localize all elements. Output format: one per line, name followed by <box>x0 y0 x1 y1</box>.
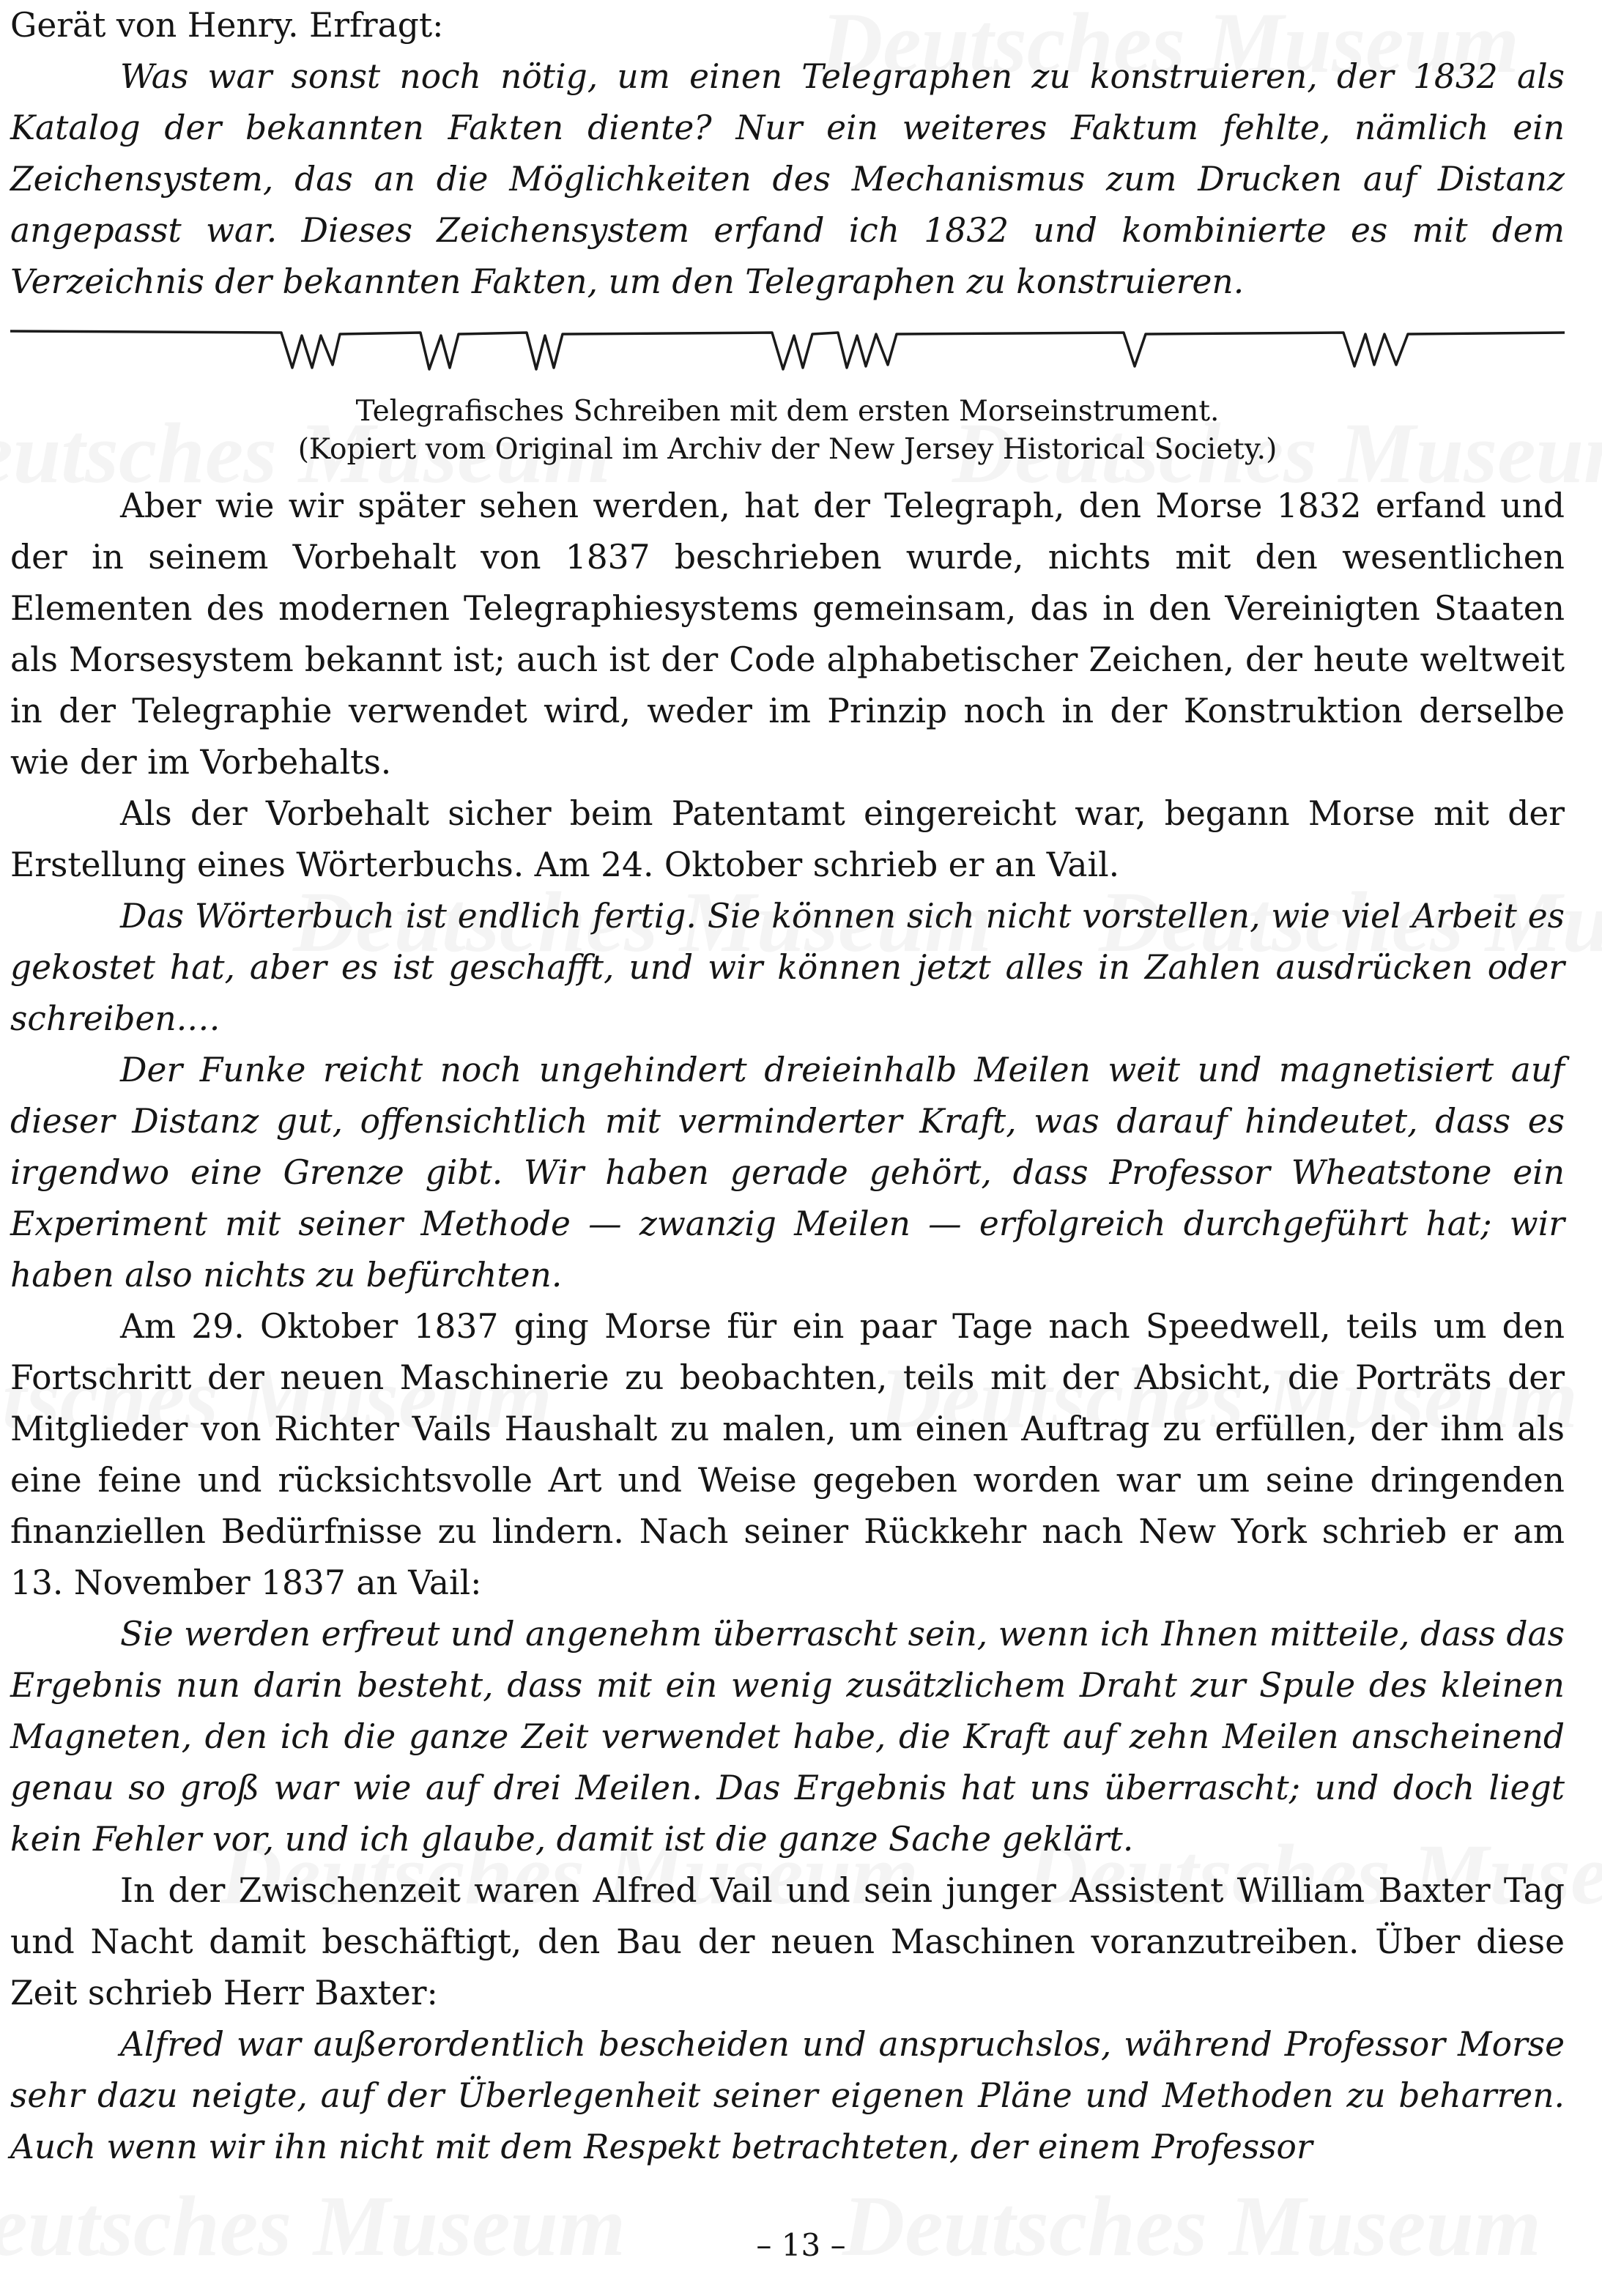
body-paragraph: Aber wie wir später sehen werden, hat der Telegraph, den Morse 1832 erfand und der in seinem Vorbehalt von 1837 beschrieben wurde, nichts mit den wesentlichen Elementen des modernen Telegraphiesystems gemeinsam, das in den Vereinigten Staaten als Morsesystem bekannt ist; auch ist der Code alphabetischer Zeichen, der heute weltweit in der Telegraphie verwendet wird, weder im Prinzip noch in der Konstruktion derselbe wie der im Vorbehalts. <box>10 486 1565 782</box>
page-body <box>10 0 1565 2173</box>
quote-paragraph: Alfred war außerordentlich bescheiden und anspruchslos, während Professor Morse sehr dazu neigte, auf der Überlegenheit seiner eigenen Pläne und Methoden zu beharren. Auch wenn wir ihn nicht mit dem Respekt betrachteten, der einem Professor <box>10 2025 1565 2166</box>
figure-caption <box>10 393 1565 469</box>
paragraph-intro: Gerät von Henry. Erfragt: <box>10 6 444 45</box>
caption-line: (Kopiert vom Original im Archiv der New Jersey Historical Society.) <box>297 433 1277 466</box>
quote-paragraph: Sie werden erfreut und angenehm überrascht sein, wenn ich Ihnen mitteile, dass das Ergebnis nun darin besteht, dass mit ein wenig zusätzlichem Draht zur Spule des kleinen Magneten, den ich die ganze Zeit verwendet habe, die Kraft auf zehn Meilen anscheinend genau so groß war wie auf drei Meilen. Das Ergebnis hat uns überrascht; und doch liegt kein Fehler vor, und ich glaube, damit ist die ganze Sache geklärt. <box>10 1615 1565 1859</box>
body-paragraph: Als der Vorbehalt sicher beim Patentamt eingereicht war, begann Morse mit der Erstellung eines Wörterbuchs. Am 24. Oktober schrieb er an Vail. <box>10 794 1565 884</box>
page-number: – 13 – <box>756 2227 846 2263</box>
morse-writing-figure <box>10 316 1565 382</box>
quote-paragraph: Das Wörterbuch ist endlich fertig. Sie können sich nicht vorstellen, wie viel Arbeit es gekostet hat, aber es ist geschafft, und wir können jetzt alles in Zahlen ausdrücken oder schreiben.… <box>10 897 1565 1038</box>
quote-paragraph: Der Funke reicht noch ungehindert dreieinhalb Meilen weit und magnetisiert auf dieser Distanz gut, offensichtlich mit verminderter Kraft, was darauf hindeutet, dass es irgendwo eine Grenze gibt. Wir haben gerade gehört, dass Professor Wheatstone ein Experiment mit seiner Methode — zwanzig Meilen — erfolgreich durchgeführt hat; wir haben also nichts zu befürchten. <box>10 1051 1565 1295</box>
quote-paragraph: Was war sonst noch nötig, um einen Telegraphen zu konstruieren, der 1832 als Katalog der bekannten Fakten diente? Nur ein weiteres Faktum fehlte, nämlich ein Zeichensystem, das an die Möglichkeiten des Mechanismus zum Drucken auf Distanz angepasst war. Dieses Zeichensystem erfand ich 1832 und kombinierte es mit dem Verzeichnis der bekannten Fakten, um den Telegraphen zu konstruieren. <box>10 57 1565 301</box>
body-paragraph: Am 29. Oktober 1837 ging Morse für ein paar Tage nach Speedwell, teils um den Fortschritt der neuen Maschinerie zu beobachten, teils mit der Absicht, die Porträts der Mitglieder von Richter Vails Haushalt zu malen, um einen Auftrag zu erfüllen, der ihm als eine feine und rücksichtsvolle Art und Weise gegeben worden war um seine dringenden finanziellen Bedürfnisse zu lindern. Nach seiner Rückkehr nach New York schrieb er am 13. November 1837 an Vail: <box>10 1307 1565 1602</box>
body-paragraph: In der Zwischenzeit waren Alfred Vail und sein junger Assistent William Baxter Tag und Nacht damit beschäftigt, den Bau der neuen Maschinen voranzutreiben. Über diese Zeit schrieb Herr Baxter: <box>10 1871 1565 2012</box>
morse-trace <box>10 331 1565 369</box>
caption-line: Telegrafisches Schreiben mit dem ersten Morseinstrument. <box>355 395 1220 428</box>
